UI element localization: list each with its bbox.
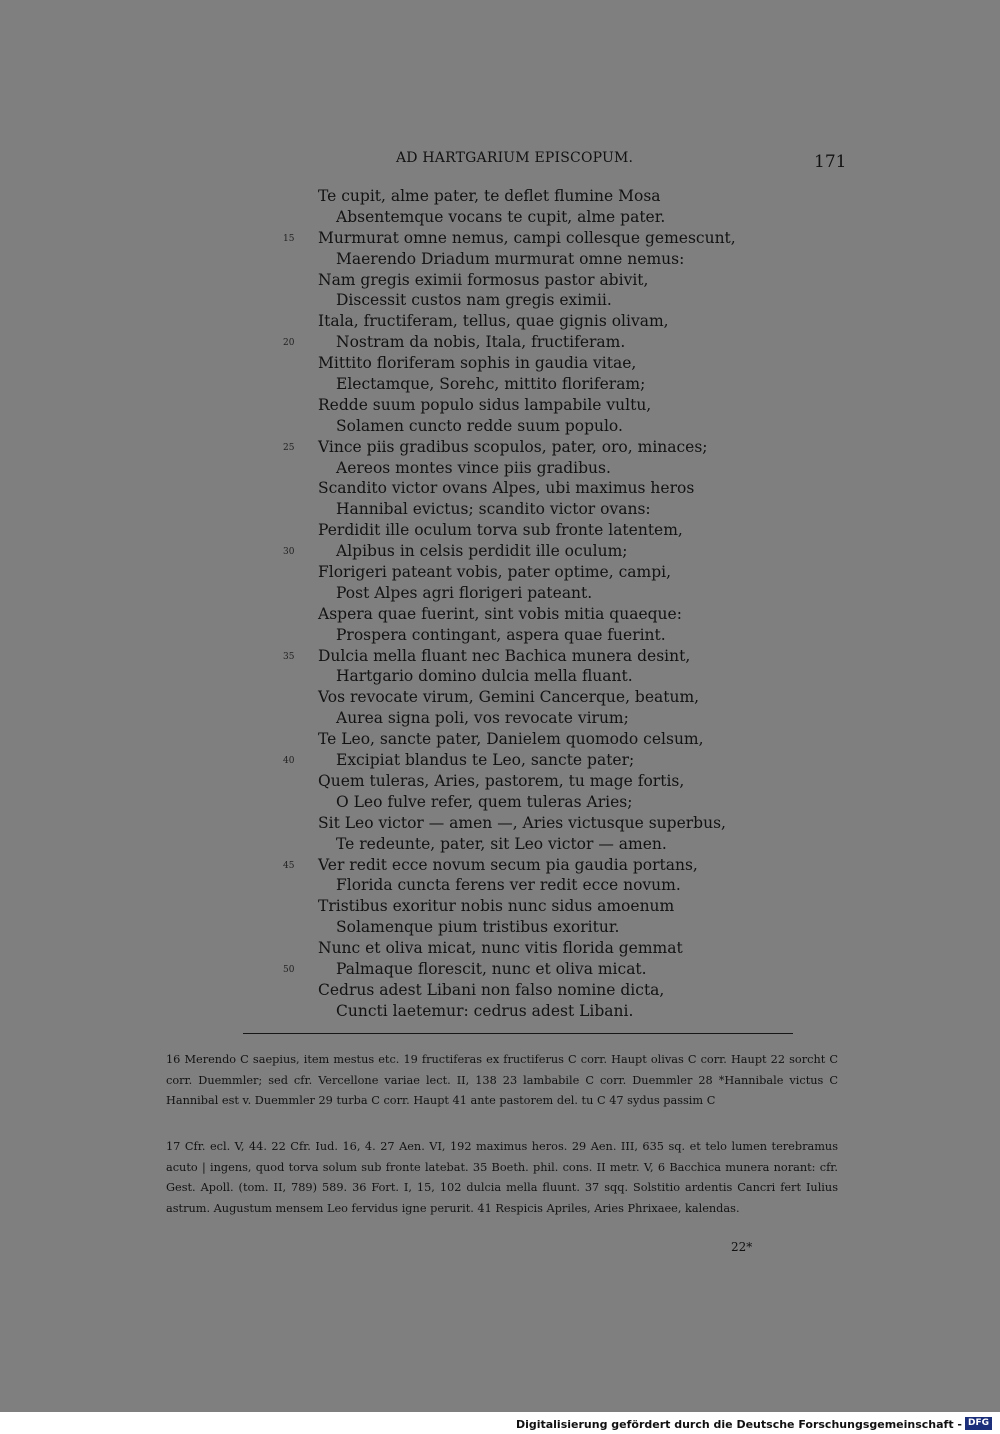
verse-text: Florigeri pateant vobis, pater optime, campi, xyxy=(318,563,672,582)
verse-text: Dulcia mella fluant nec Bachica munera desint, xyxy=(318,646,691,665)
verse-line xyxy=(0,270,1000,291)
verse-line xyxy=(0,499,1000,520)
running-title: AD HARTGARIUM EPISCOPUM. xyxy=(396,150,634,166)
verse-text: Aereos montes vince piis gradibus. xyxy=(336,458,611,477)
verse-line xyxy=(0,541,1000,562)
verse-text: Te Leo, sancte pater, Danielem quomodo celsum, xyxy=(318,730,704,749)
verse-text: O Leo fulve refer, quem tuleras Aries; xyxy=(336,792,633,811)
verse-line xyxy=(0,458,1000,479)
verse-text: Hartgario domino dulcia mella fluant. xyxy=(336,667,633,686)
verse-text: Alpibus in celsis perdidit ille oculum; xyxy=(336,542,628,561)
verse-line xyxy=(0,708,1000,729)
verse-line xyxy=(0,855,1000,876)
verse-line xyxy=(0,290,1000,311)
verse-line xyxy=(0,332,1000,353)
verse-line xyxy=(0,395,1000,416)
verse-line xyxy=(0,938,1000,959)
verse-line xyxy=(0,353,1000,374)
verse-text: Perdidit ille oculum torva sub fronte latentem, xyxy=(318,521,683,540)
verse-text: Palmaque florescit, nunc et oliva micat. xyxy=(336,959,647,978)
verse-text: Scandito victor ovans Alpes, ubi maximus heros xyxy=(318,479,695,498)
verse-text: Aspera quae fuerint, sint vobis mitia quaeque: xyxy=(318,604,682,623)
verse-text: Ver redit ecce novum secum pia gaudia portans, xyxy=(318,855,698,874)
verse-line xyxy=(0,186,1000,207)
verse-line xyxy=(0,792,1000,813)
verse-text: Nam gregis eximii formosus pastor abivit, xyxy=(318,270,649,289)
verse-text: Nunc et oliva micat, nunc vitis florida gemmat xyxy=(318,939,683,958)
line-number: 20 xyxy=(283,338,295,349)
verse-line xyxy=(0,959,1000,980)
verse-line xyxy=(0,771,1000,792)
verse-line xyxy=(0,625,1000,646)
verse-text: Solamen cuncto redde suum populo. xyxy=(336,416,623,435)
verse-line xyxy=(0,750,1000,771)
verse-text: Post Alpes agri florigeri pateant. xyxy=(336,583,593,602)
verse-line xyxy=(0,813,1000,834)
verse-text: Itala, fructiferam, tellus, quae gignis olivam, xyxy=(318,312,669,331)
verse-text: Mittito floriferam sophis in gaudia vitae, xyxy=(318,354,637,373)
verse-line xyxy=(0,583,1000,604)
critical-apparatus: 16 Merendo C saepius, item mestus etc. 19 fructiferas ex fructiferus C corr. Haupt olivas C corr. Haupt 22 sorcht C corr. Duemmler; sed cfr. Vercellone variae lect. II, 138 23 lambabile C corr. Duemmler 28 *Hannibale victus C Hannibal est v. Duemmler 29 turba C corr. Haupt 41 ante pastorem del. tu C 47 sydus passim C xyxy=(166,1053,838,1107)
verse-line xyxy=(0,249,1000,270)
verse-line xyxy=(0,980,1000,1001)
verse-line xyxy=(0,562,1000,583)
verse-text: Cuncti laetemur: cedrus adest Libani. xyxy=(336,1001,634,1020)
verse-text: Nostram da nobis, Itala, fructiferam. xyxy=(336,333,626,352)
line-number: 30 xyxy=(283,547,295,558)
source-notes: 17 Cfr. ecl. V, 44. 22 Cfr. Iud. 16, 4. 27 Aen. VI, 192 maximus heros. 29 Aen. III, 635 sq. et telo lumen terebramus acuto | ingens, quod torva solum sub fronte latebat. 35 Boeth. phil. cons. II metr. V, 6 Bacchica munera norant: cfr. Gest. Apoll. (tom. II, 789) 589. 36 Fort. I, 15, 102 dulcia mella fluunt. 37 sqq. Solstitio ardentis Cancri fert Iulius astrum. Augustum mensem Leo fervidus igne perurit. 41 Respicis Apriles, Aries Phrixaee, kalendas. xyxy=(166,1140,838,1215)
verse-text: Discessit custos nam gregis eximii. xyxy=(336,291,612,310)
verse-text: Prospera contingant, aspera quae fuerint. xyxy=(336,625,666,644)
verse-text: Murmurat omne nemus, campi collesque gemescunt, xyxy=(318,228,736,247)
line-number: 45 xyxy=(283,860,295,871)
verse-text: Vince piis gradibus scopulos, pater, oro, minaces; xyxy=(318,437,708,456)
dfg-logo: DFG xyxy=(965,1417,992,1430)
verse-line xyxy=(0,207,1000,228)
verse-text: Cedrus adest Libani non falso nomine dicta, xyxy=(318,980,665,999)
verse-line xyxy=(0,646,1000,667)
verse-line xyxy=(0,875,1000,896)
verse-text: Maerendo Driadum murmurat omne nemus: xyxy=(336,249,685,268)
verse-text: Tristibus exoritur nobis nunc sidus amoenum xyxy=(318,897,675,916)
verse-line xyxy=(0,1001,1000,1022)
verse-text: Florida cuncta ferens ver redit ecce novum. xyxy=(336,876,681,895)
verse-line xyxy=(0,416,1000,437)
verse-text: Vos revocate virum, Gemini Cancerque, beatum, xyxy=(318,688,700,707)
line-number: 15 xyxy=(283,233,295,244)
line-number: 25 xyxy=(283,442,295,453)
verse-text: Aurea signa poli, vos revocate virum; xyxy=(336,709,629,728)
verse-line xyxy=(0,834,1000,855)
verse-text: Hannibal evictus; scandito victor ovans: xyxy=(336,500,651,519)
verse-line xyxy=(0,437,1000,458)
verse-text: Electamque, Sorehc, mittito floriferam; xyxy=(336,375,646,394)
verse-line xyxy=(0,687,1000,708)
verse-line xyxy=(0,729,1000,750)
verse-line xyxy=(0,478,1000,499)
signature-mark: 22* xyxy=(731,1240,753,1254)
verse-text: Quem tuleras, Aries, pastorem, tu mage fortis, xyxy=(318,771,685,790)
verse-text: Sit Leo victor — amen —, Aries victusque superbus, xyxy=(318,813,726,832)
verse-text: Solamenque pium tristibus exoritur. xyxy=(336,918,620,937)
page-number: 171 xyxy=(814,152,847,172)
verse-line xyxy=(0,311,1000,332)
verse-text: Absentemque vocans te cupit, alme pater. xyxy=(336,207,666,226)
verse-line xyxy=(0,666,1000,687)
verse-line xyxy=(0,896,1000,917)
verse-line xyxy=(0,374,1000,395)
verse-line xyxy=(0,604,1000,625)
line-number: 50 xyxy=(283,964,295,975)
verse-text: Te redeunte, pater, sit Leo victor — amen. xyxy=(336,834,667,853)
verse-text: Te cupit, alme pater, te deflet flumine Mosa xyxy=(318,187,661,205)
verse-line xyxy=(0,228,1000,249)
digitization-credit: Digitalisierung gefördert durch die Deutsche Forschungsgemeinschaft - xyxy=(515,1418,962,1431)
verse-line xyxy=(0,917,1000,938)
footnote-divider xyxy=(243,1033,793,1034)
verse-text: Redde suum populo sidus lampabile vultu, xyxy=(318,395,652,414)
poem-text xyxy=(0,186,1000,1022)
verse-line xyxy=(0,520,1000,541)
verse-text: Excipiat blandus te Leo, sancte pater; xyxy=(336,751,635,770)
line-number: 35 xyxy=(283,651,295,662)
line-number: 40 xyxy=(283,756,295,767)
